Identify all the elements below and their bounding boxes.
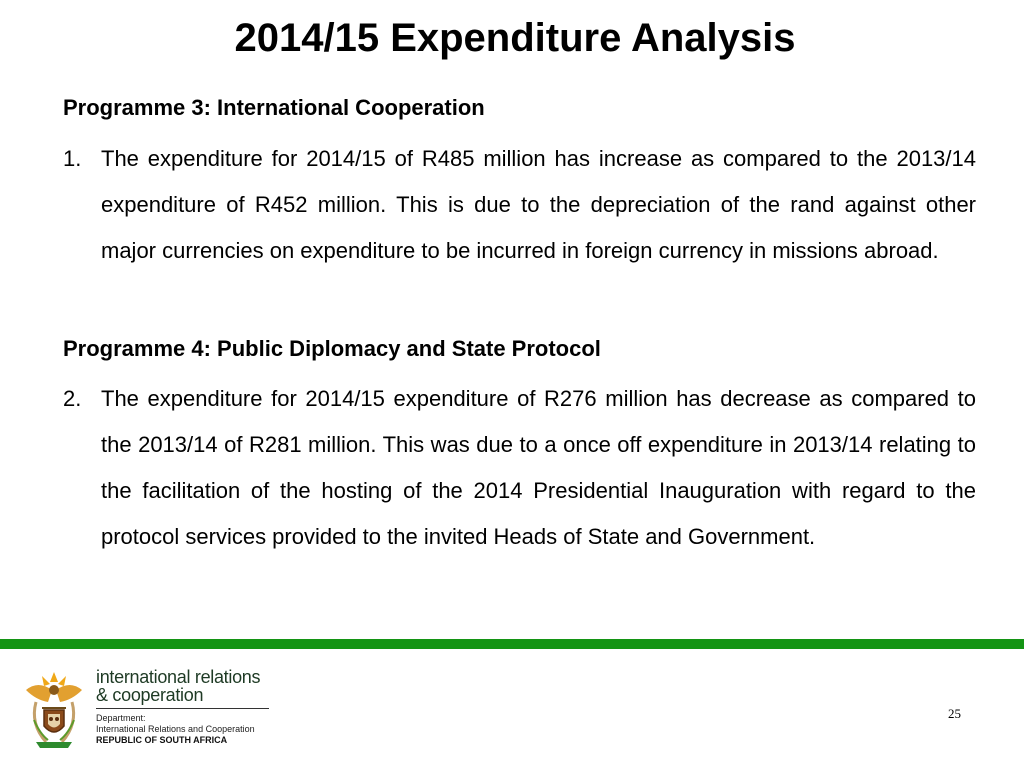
- footer-divider: [0, 639, 1024, 649]
- logo-divider: [96, 708, 269, 709]
- slide-title: 2014/15 Expenditure Analysis: [234, 16, 796, 60]
- list-item-text: The expenditure for 2014/15 expenditure of R276 million has decrease as compared to the 2013/14 of R281 million. This was due to a once off expenditure in 2013/14 relating to the facilitation of the hosting of the 2014 Presidential Inauguration with regard to the protocol services provided to the invited Heads of State and Government.: [101, 386, 976, 549]
- coat-of-arms-icon: [22, 668, 86, 752]
- list-item: [63, 136, 976, 274]
- department-logo: [96, 668, 286, 746]
- country-name: REPUBLIC OF SOUTH AFRICA: [96, 735, 228, 745]
- list-item: [63, 376, 976, 560]
- dept-label: Department:: [96, 713, 146, 723]
- dept-name: International Relations and Cooperation: [96, 724, 255, 734]
- list-item-text: The expenditure for 2014/15 of R485 million has increase as compared to the 2013/14 expenditure of R452 million. This is due to the depreciation of the rand against other major currencies on expenditure to be incurred in foreign currency in missions abroad.: [101, 146, 976, 263]
- programme-3-heading: Programme 3: International Cooperation: [63, 95, 485, 120]
- list-item-number: 1.: [63, 146, 82, 171]
- brand-line-2: & cooperation: [96, 685, 204, 705]
- list-item-number: 2.: [63, 386, 82, 411]
- brand-line-1: international relations: [96, 667, 261, 687]
- programme-4-heading: Programme 4: Public Diplomacy and State Protocol: [63, 336, 601, 361]
- page-number: 25: [948, 706, 961, 721]
